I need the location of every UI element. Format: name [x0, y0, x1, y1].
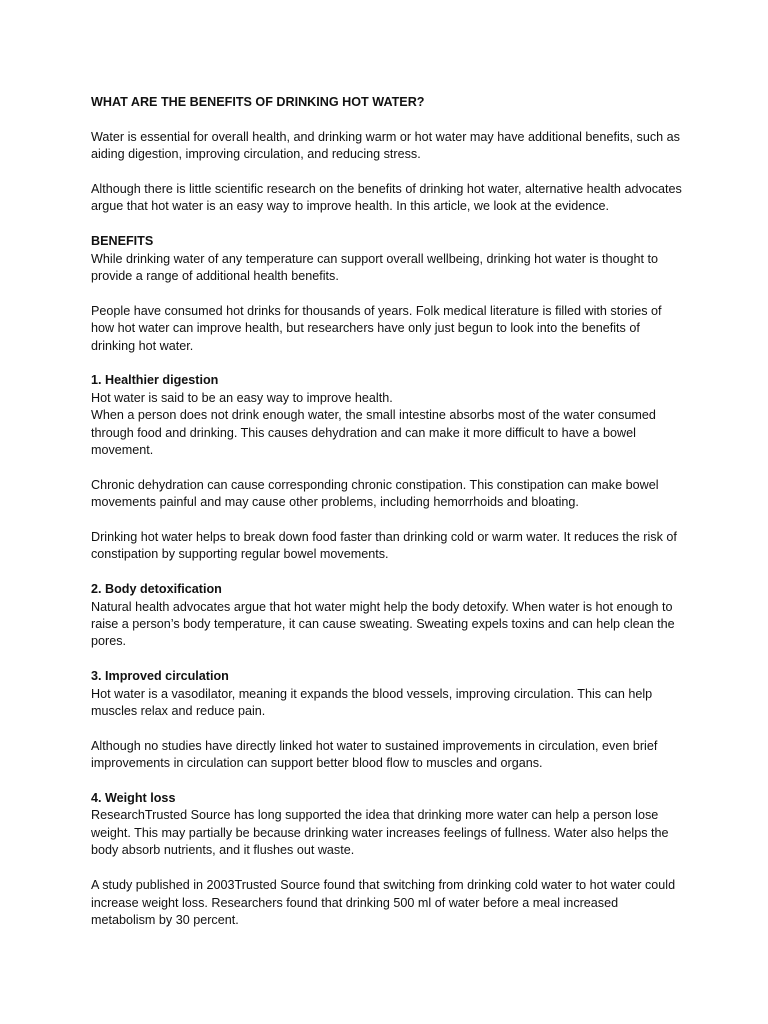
section-paragraph: Chronic dehydration can cause corresponding chronic constipation. This constipation can make bowel movements painful and may cause other problems, including hemorrhoids and bloating.: [91, 477, 659, 510]
section-line: Hot water is said to be an easy way to improve health.: [91, 390, 393, 405]
section-line: Hot water is a vasodilator, meaning it expands the blood vessels, improving circulation. This can help muscles relax and reduce pain.: [91, 686, 653, 719]
section-paragraph: A study published in 2003Trusted Source found that switching from drinking cold water to hot water could increase weight loss. Researchers found that drinking 500 ml of water before a meal increased metabolism by 30 percent.: [91, 878, 676, 927]
section-line: ResearchTrusted Source has long supported the idea that drinking more water can help a person lose weight. This may partially be because drinking water increases feelings of fullness. Water also helps the body absorb nutrients, and it flushes out waste.: [91, 808, 669, 858]
intro-paragraph: Although there is little scientific research on the benefits of drinking hot water, alternative health advocates argue that hot water is an easy way to improve health. In this article, we look at the evidence.: [91, 182, 682, 214]
benefits-paragraph: People have consumed hot drinks for thousands of years. Folk medical literature is filled with stories of how hot water can improve health, but researchers have only just begun to look into the benefits of drinking hot water.: [91, 303, 662, 353]
section-line: When a person does not drink enough water, the small intestine absorbs most of the water consumed through food and drinking. This causes dehydration and can make it more difficult to have a bowel movement.: [91, 408, 656, 458]
section-line: Natural health advocates argue that hot water might help the body detoxify. When water is hot enough to raise a person’s body temperature, it can cause sweating. Sweating expels toxins and can help clean the pores.: [91, 599, 675, 649]
document-body: [91, 94, 685, 947]
section-paragraph: Drinking hot water helps to break down food faster than drinking cold or warm water. It reduces the risk of constipation by supporting regular bowel movements.: [91, 530, 677, 562]
section-heading-detoxification: 2. Body detoxification: [91, 582, 222, 597]
document-title: WHAT ARE THE BENEFITS OF DRINKING HOT WATER?: [91, 95, 425, 109]
benefits-paragraph: While drinking water of any temperature can support overall wellbeing, drinking hot water is thought to provide a range of additional health benefits.: [91, 251, 659, 284]
intro-paragraph: Water is essential for overall health, and drinking warm or hot water may have additional benefits, such as aiding digestion, improving circulation, and reducing stress.: [91, 129, 680, 162]
benefits-heading: BENEFITS: [91, 234, 154, 249]
section-heading-weight-loss: 4. Weight loss: [91, 791, 176, 806]
section-paragraph: Although no studies have directly linked hot water to sustained improvements in circulation, even brief improvements in circulation can support better blood flow to muscles and organs.: [91, 738, 658, 771]
section-heading-circulation: 3. Improved circulation: [91, 669, 229, 684]
section-heading-digestion: 1. Healthier digestion: [91, 373, 219, 388]
